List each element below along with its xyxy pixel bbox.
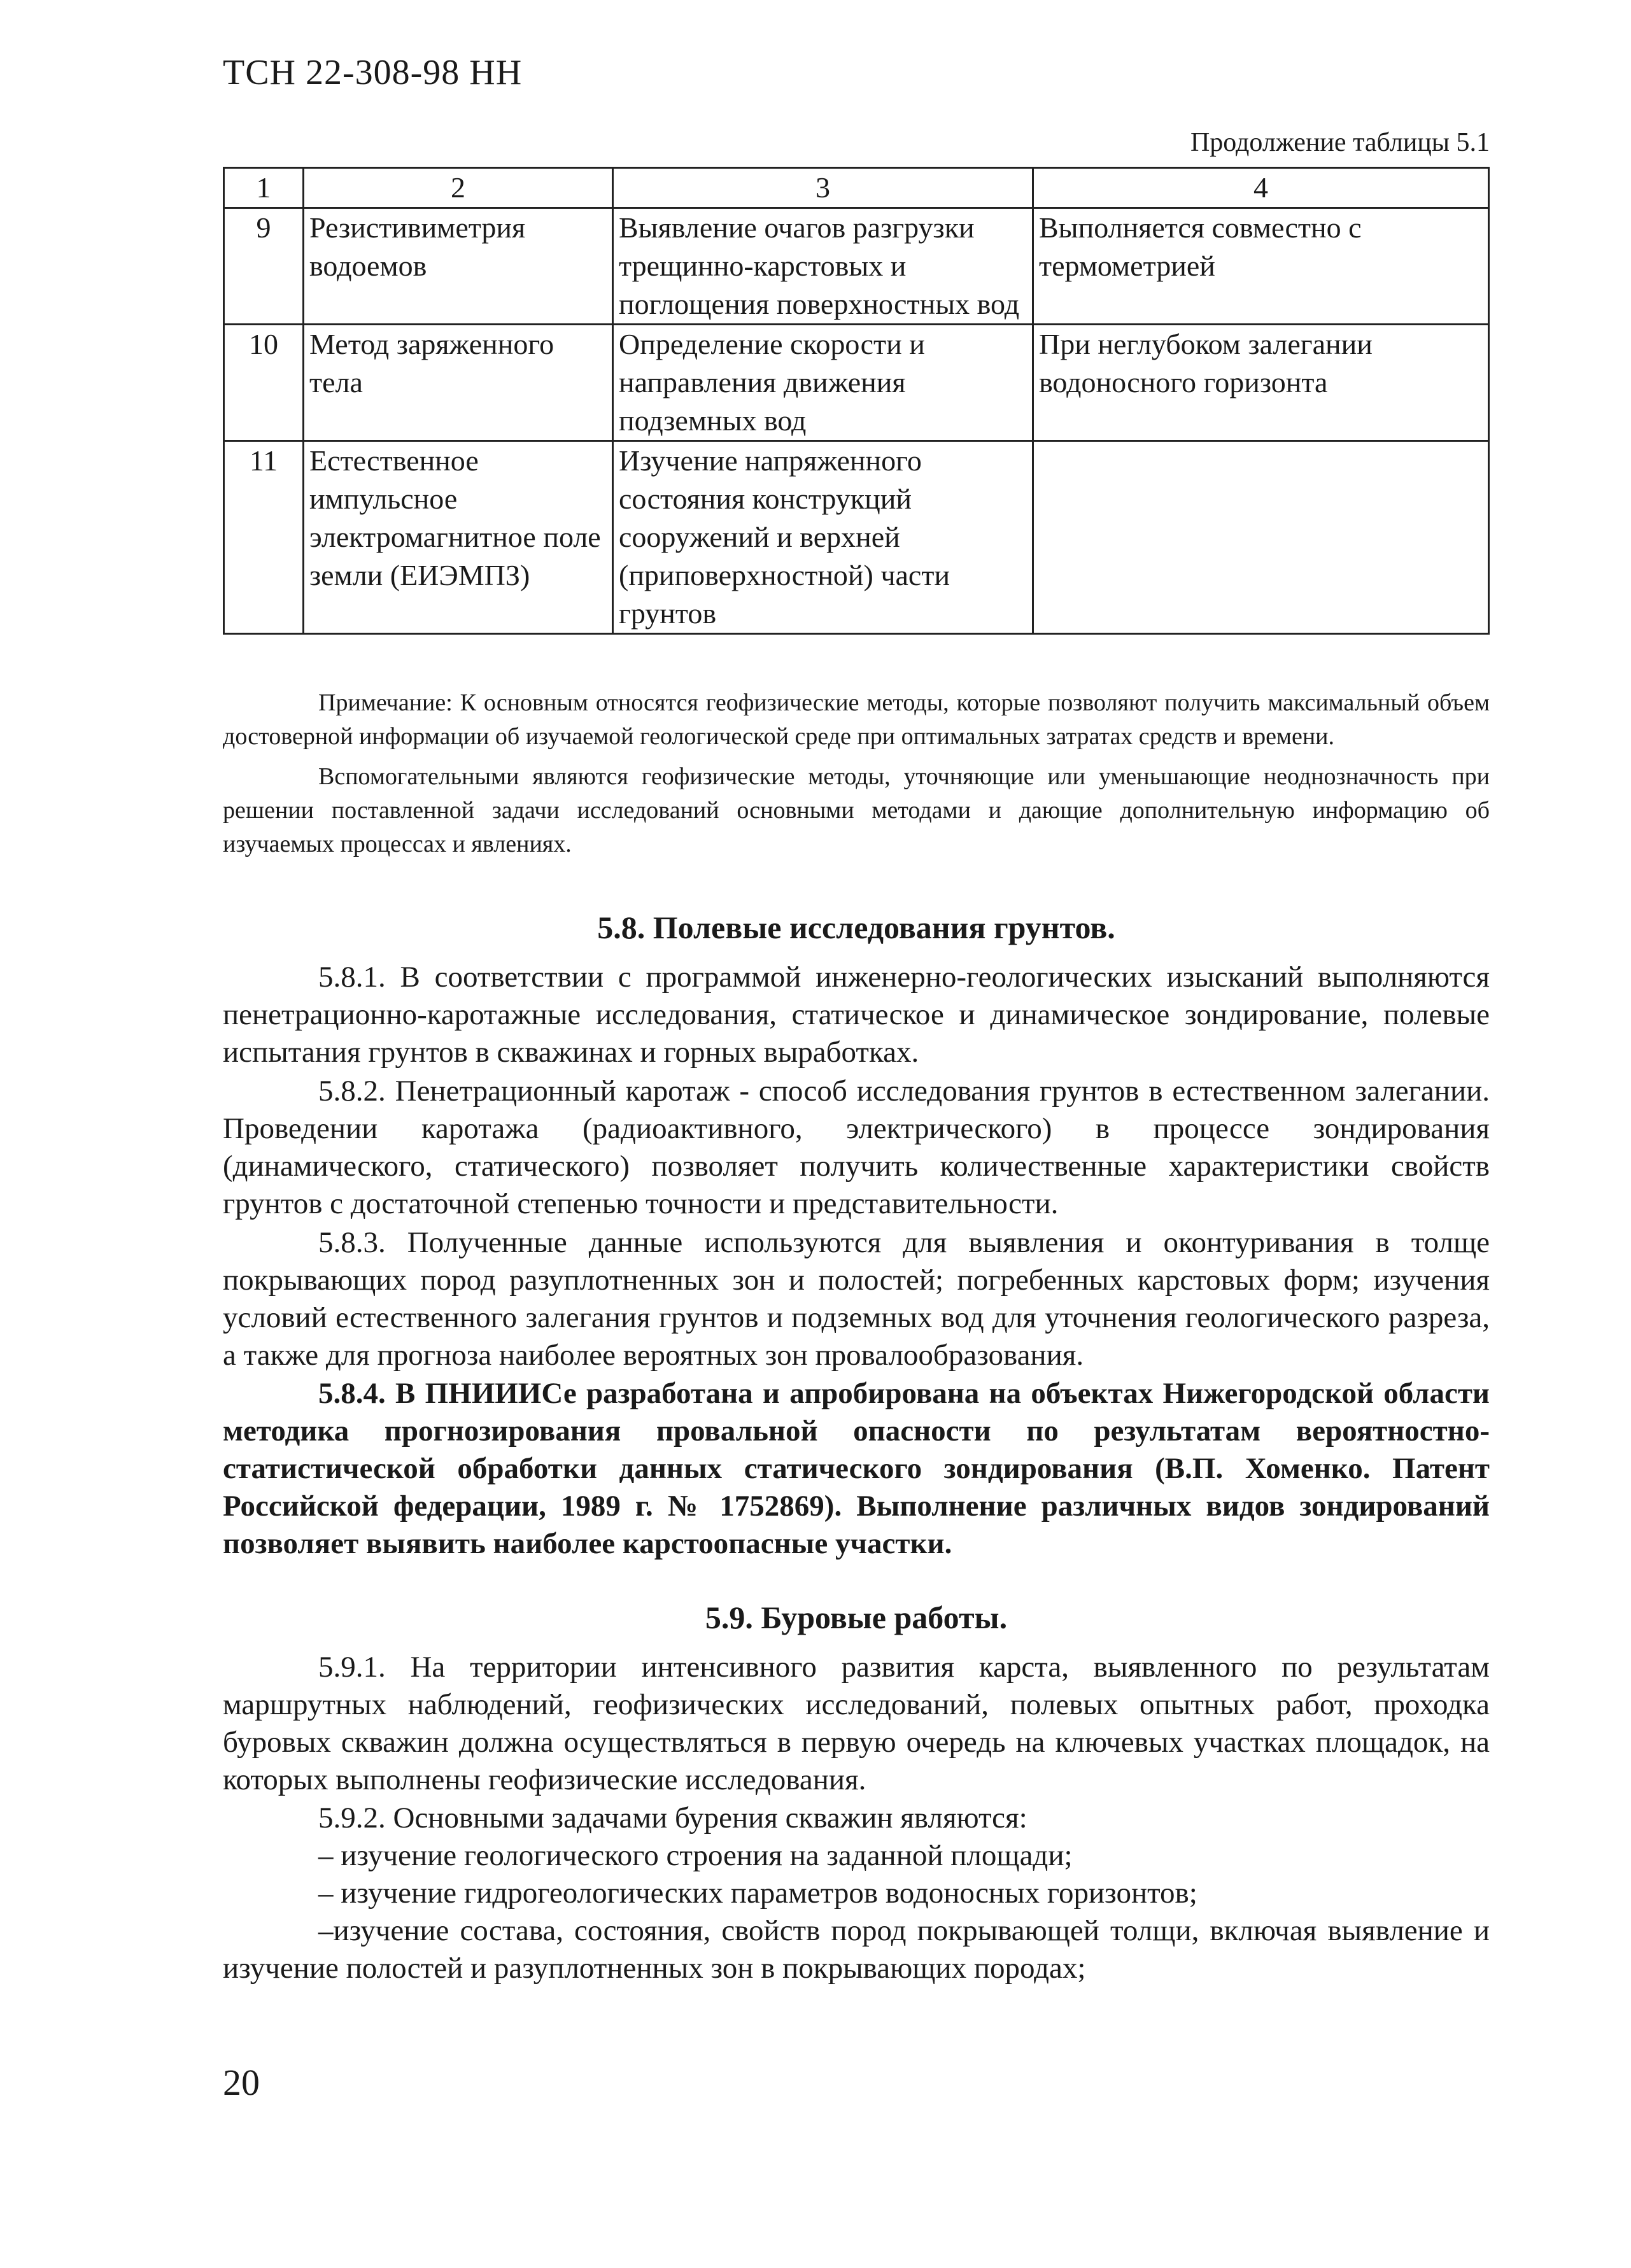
column-header: 4 (1033, 168, 1489, 208)
list-item: –изучение состава, состояния, свойств пород покрывающей толщи, включая выявление и изучение полостей и разуплотненных зон в покрывающих породах; (223, 1914, 1490, 1985)
purpose-cell: Изучение напряженного состояния конструкций сооружений и верхней (приповерхностной) части грунтов (613, 441, 1033, 634)
paragraph: 5.8.3. Полученные данные используются для выявления и оконтуривания в толще покрывающих пород разуплотненных зон и полостей; погребенных карстовых форм; изучения условий естественного залегания грунтов и подземных вод для уточнения геологического разреза, а также для прогноза наиболее вероятных зон провалообразования. (223, 1226, 1490, 1372)
note-paragraph: Примечание: К основным относятся геофизические методы, которые позволяют получить максимальный объем достоверной информации об изучаемой геологической среде при оптимальных затратах средств и времени. (223, 689, 1490, 750)
section-heading: 5.9. Буровые работы. (705, 1600, 1008, 1635)
note-cell (1033, 441, 1489, 634)
column-header: 1 (224, 168, 304, 208)
table-header-row (224, 168, 1489, 208)
method-cell: Метод заряженного тела (304, 325, 613, 441)
row-number: 11 (224, 441, 304, 634)
bold-paragraph: 5.8.4. В ПНИИИСе разработана и апробирована на объектах Нижегородской области методика прогнозирования провальной опасности по результатам вероятностно-статистической обработки данных статического зондирования (В.П. Хоменко. Патент Российской федерации, 1989 г. № 1752869). Выполнение различных видов зондирований позволяет выявить наиболее карстоопасные участки. (223, 1377, 1490, 1560)
section-heading: 5.8. Полевые исследования грунтов. (597, 910, 1115, 945)
purpose-cell: Выявление очагов разгрузки трещинно-карстовых и поглощения поверхностных вод (613, 208, 1033, 325)
note-cell: Выполняется совместно с термометрией (1033, 208, 1489, 325)
note-paragraph: Вспомогательными являются геофизические методы, уточняющие или уменьшающие неоднозначность при решении поставленной задачи исследований основными методами и дающие дополнительную информацию об изучаемых процессах и явлениях. (223, 763, 1490, 857)
document-code: ТСН 22-308-98 НН (223, 53, 523, 92)
list-item: – изучение геологического строения на заданной площади; (318, 1839, 1073, 1872)
page-number: 20 (223, 2062, 260, 2103)
column-header: 3 (613, 168, 1033, 208)
purpose-cell: Определение скорости и направления движения подземных вод (613, 325, 1033, 441)
table-row (224, 441, 1489, 634)
column-header: 2 (304, 168, 613, 208)
paragraph: 5.8.2. Пенетрационный каротаж - способ исследования грунтов в естественном залегании. Проведении каротажа (радиоактивного, электрического) в процессе зондирования (динамического, статического) позволяет получить количественные характеристики свойств грунтов с достаточной степенью точности и представительности. (223, 1074, 1490, 1220)
table-row (224, 325, 1489, 441)
table-note (223, 686, 1490, 861)
method-cell: Резистивиметрия водоемов (304, 208, 613, 325)
method-cell: Естественное импульсное электромагнитное поле земли (ЕИЭМПЗ) (304, 441, 613, 634)
row-number: 10 (224, 325, 304, 441)
note-cell: При неглубоком залегании водоносного горизонта (1033, 325, 1489, 441)
paragraph: 5.9.1. На территории интенсивного развития карста, выявленного по результатам маршрутных наблюдений, геофизических исследований, полевых опытных работ, проходка буровых скважин должна осуществляться в первую очередь на ключевых участках площадок, на которых выполнены геофизические исследования. (223, 1651, 1490, 1796)
list-item: – изучение гидрогеологических параметров водоносных горизонтов; (318, 1877, 1197, 1910)
row-number: 9 (224, 208, 304, 325)
tasks-list (223, 1837, 1490, 1987)
table-continuation-label: Продолжение таблицы 5.1 (1190, 128, 1490, 157)
paragraph: 5.9.2. Основными задачами бурения скважин являются: (318, 1801, 1027, 1835)
table-row (224, 208, 1489, 325)
methods-table (223, 167, 1490, 635)
paragraph: 5.8.1. В соответствии с программой инженерно-геологических изысканий выполняются пенетрационно-каротажные исследования, статическое и динамическое зондирование, полевые испытания грунтов в скважинах и горных выработках. (223, 961, 1490, 1069)
